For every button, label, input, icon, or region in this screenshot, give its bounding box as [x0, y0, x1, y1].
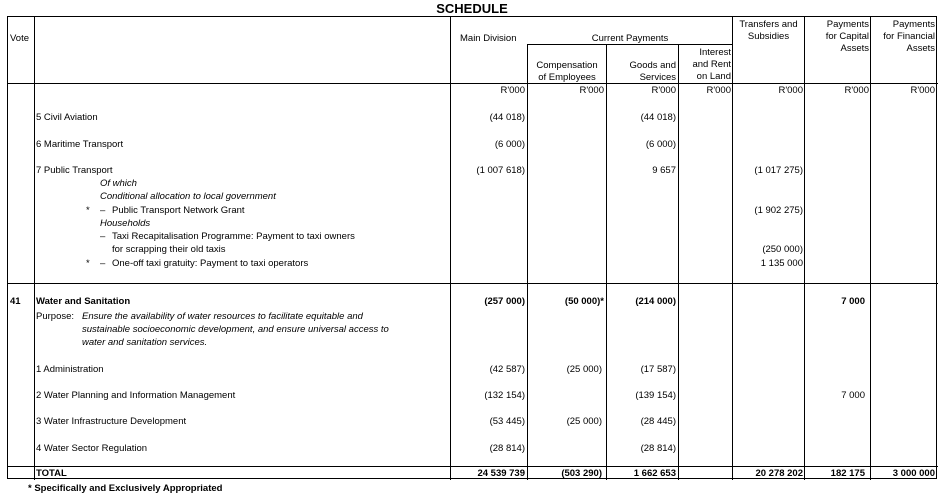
row-public-transport-goods: 9 657 [652, 165, 676, 176]
header-capital: Payments [826, 19, 869, 30]
vote-main: (257 000) [484, 296, 525, 307]
gratuity-label: One-off taxi gratuity: Payment to taxi operators [112, 258, 309, 269]
taxi-recap-label-2: for scrapping their old taxis [112, 244, 226, 255]
header-financial-3: Assets [906, 43, 935, 54]
col-line [527, 44, 528, 480]
of-which-text: Of which [100, 178, 137, 189]
header-capital-3: Assets [840, 43, 869, 54]
unit-capital: R'000 [844, 85, 869, 96]
header-interest: Interest [699, 47, 731, 58]
gratuity-transfers: 1 135 000 [760, 258, 803, 269]
purpose-text-3: water and sanitation services. [82, 337, 208, 348]
unit-transfers: R'000 [778, 85, 803, 96]
total-main: 24 539 739 [477, 468, 525, 479]
row-civil-aviation-label: 5 Civil Aviation [36, 112, 98, 123]
taxi-recap-transfers: (250 000) [762, 244, 803, 255]
row-admin-main: (42 587) [489, 364, 525, 375]
row-regulation-label: 4 Water Sector Regulation [36, 443, 148, 454]
col-line [678, 44, 679, 480]
header-goods-2: Services [639, 72, 676, 83]
asterisk-marker: * [86, 205, 90, 216]
row-public-transport-main: (1 007 618) [476, 165, 525, 176]
row-regulation-goods: (28 814) [640, 443, 676, 454]
row-line [7, 283, 938, 284]
row-public-transport-transfers: (1 017 275) [754, 165, 803, 176]
total-comp: (503 290) [561, 468, 602, 479]
ptng-label: Public Transport Network Grant [112, 205, 245, 216]
unit-comp: R'000 [579, 85, 604, 96]
unit-financial: R'000 [910, 85, 935, 96]
header-transfers: Transfers and [739, 19, 798, 30]
purpose-text-2: sustainable socioeconomic development, and ensure universal access to [82, 324, 389, 335]
header-main-division: Main Division [460, 33, 517, 44]
row-maritime-label: 6 Maritime Transport [36, 139, 124, 150]
row-admin-comp: (25 000) [566, 364, 602, 375]
row-planning-capital: 7 000 [841, 390, 865, 401]
row-civil-aviation-goods: (44 018) [640, 112, 676, 123]
row-line [7, 83, 938, 84]
row-infrastructure-label: 3 Water Infrastructure Development [36, 416, 187, 427]
conditional-allocation-text: Conditional allocation to local government [100, 191, 276, 202]
purpose-label: Purpose: [36, 311, 75, 322]
header-compensation-2: of Employees [538, 72, 596, 83]
header-financial: Payments [892, 19, 935, 30]
total-transfers: 20 278 202 [755, 468, 803, 479]
row-line [7, 466, 938, 467]
page-title: SCHEDULE [436, 1, 508, 16]
header-interest-2: and Rent [692, 59, 731, 70]
row-infrastructure-comp: (25 000) [566, 416, 602, 427]
total-capital: 182 175 [830, 468, 865, 479]
row-civil-aviation-main: (44 018) [489, 112, 525, 123]
unit-main: R'000 [500, 85, 525, 96]
row-regulation-main: (28 814) [489, 443, 525, 454]
row-planning-goods: (139 154) [635, 390, 676, 401]
row-planning-main: (132 154) [484, 390, 525, 401]
dash-marker: – [100, 258, 106, 269]
row-admin-label: 1 Administration [36, 364, 104, 375]
vote-goods: (214 000) [635, 296, 676, 307]
header-current-payments: Current Payments [591, 33, 669, 44]
row-infrastructure-goods: (28 445) [640, 416, 676, 427]
ptng-transfers: (1 902 275) [754, 205, 803, 216]
row-infrastructure-main: (53 445) [489, 416, 525, 427]
households-text: Households [100, 218, 151, 229]
header-goods: Goods and [629, 60, 676, 71]
row-admin-goods: (17 587) [640, 364, 676, 375]
unit-goods: R'000 [651, 85, 676, 96]
vote-number: 41 [10, 296, 21, 307]
row-maritime-goods: (6 000) [645, 139, 676, 150]
unit-interest: R'000 [706, 85, 731, 96]
row-planning-label: 2 Water Planning and Information Management [36, 390, 236, 401]
vote-comp: (50 000)* [564, 296, 604, 307]
dash-marker: – [100, 231, 106, 242]
dash-marker: – [100, 205, 106, 216]
vote-title: Water and Sanitation [36, 296, 131, 307]
total-goods: 1 662 653 [633, 468, 676, 479]
purpose-text-1: Ensure the availability of water resources to facilitate equitable and [82, 311, 363, 322]
col-line [34, 16, 35, 480]
vote-capital: 7 000 [841, 296, 865, 307]
footnote: * Specifically and Exclusively Appropriated [28, 483, 223, 494]
total-label: TOTAL [36, 468, 67, 479]
total-financial: 3 000 000 [892, 468, 935, 479]
header-compensation: Compensation [536, 60, 598, 71]
taxi-recap-label: Taxi Recapitalisation Programme: Payment to taxi owners [112, 231, 355, 242]
header-capital-2: for Capital [825, 31, 869, 42]
header-vote: Vote [10, 33, 30, 44]
header-transfers-2: Subsidies [747, 31, 790, 42]
col-line [606, 44, 607, 480]
header-interest-3: on Land [696, 71, 731, 82]
row-public-transport-label: 7 Public Transport [36, 165, 113, 176]
header-financial-2: for Financial [883, 31, 935, 42]
asterisk-marker: * [86, 258, 90, 269]
row-maritime-main: (6 000) [494, 139, 525, 150]
